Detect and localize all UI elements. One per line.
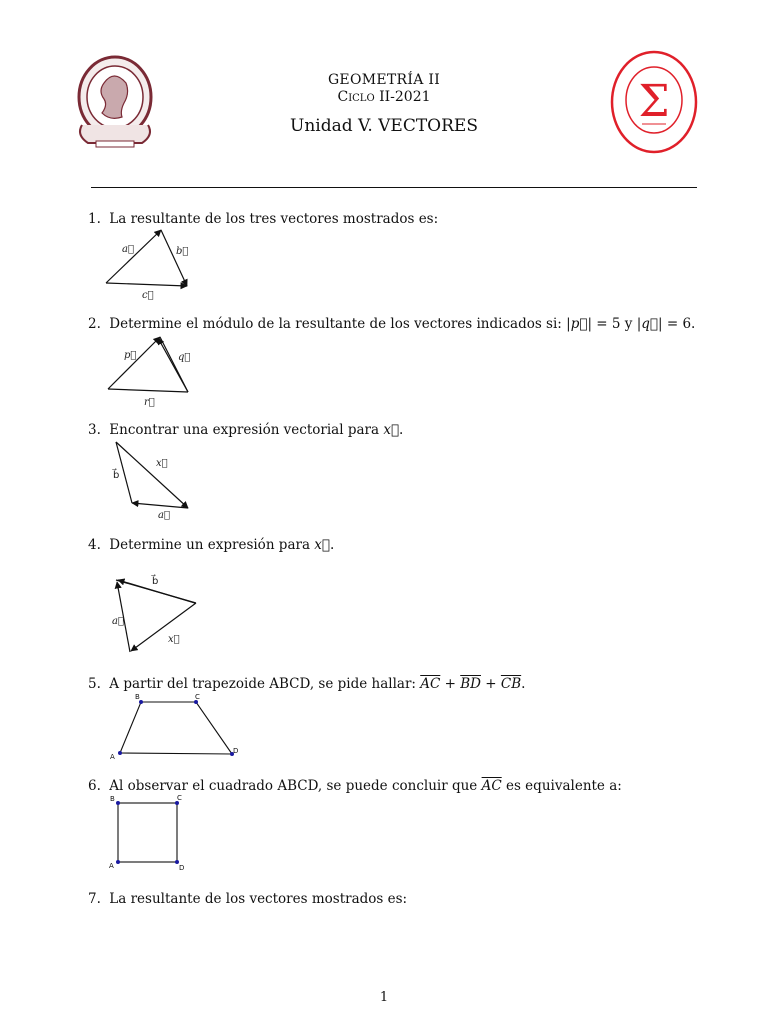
question-1-vector-figure	[100, 226, 200, 302]
vector-cb: $\overline{CB}$	[500, 676, 522, 692]
point-b-label: B	[110, 795, 115, 803]
vector-x: x⃗	[314, 537, 331, 553]
point-c-label: C	[177, 794, 182, 802]
question-text-end: .	[330, 537, 335, 553]
vector-p: p⃗	[570, 316, 588, 332]
question-number: 2.	[88, 316, 101, 332]
page-number: 1	[379, 990, 389, 1005]
point-c-label: C	[195, 693, 200, 701]
question-1	[88, 211, 438, 227]
question-number: 7.	[88, 891, 101, 907]
svg-text:Σ: Σ	[638, 76, 670, 127]
question-text: La resultante de los vectores mostrados es:	[109, 891, 408, 907]
question-text: La resultante de los tres vectores mostrados es:	[109, 211, 439, 227]
vector-a-label: a⃗	[158, 510, 170, 521]
unit-title: Unidad V. VECTORES	[290, 116, 478, 136]
vector-x-label: x⃗	[156, 458, 168, 469]
question-4-vector-figure	[106, 570, 206, 660]
vector-a-label: a⃗	[122, 244, 134, 255]
question-text: Determine el módulo de la resultante de los vectores indicados si: |	[109, 316, 571, 332]
vector-x: x⃗	[383, 422, 400, 438]
vector-a-label: a⃗	[112, 616, 124, 627]
point-d-label: D	[233, 747, 239, 755]
question-3-vector-figure	[108, 440, 198, 522]
question-5-trapezoid-figure	[106, 692, 246, 764]
question-7	[88, 891, 407, 907]
question-number: 5.	[88, 676, 101, 692]
vector-r-label: r⃗	[144, 397, 155, 408]
question-text: Determine un expresión para	[109, 537, 315, 553]
question-text-end: .	[521, 676, 526, 692]
vector-p-label: p⃗	[124, 350, 137, 361]
plus-sign: +	[440, 676, 461, 692]
question-text-mid: | = 5 y |	[587, 316, 642, 332]
question-text: Encontrar una expresión vectorial para	[109, 422, 384, 438]
question-number: 6.	[88, 778, 101, 794]
vector-bd: $\overline{BD}$	[460, 676, 481, 692]
vector-ac: $\overline{AC}$	[481, 778, 502, 794]
question-5	[88, 676, 525, 692]
question-3	[88, 422, 403, 438]
question-text-end: .	[399, 422, 404, 438]
question-6-square-figure	[106, 792, 186, 872]
question-2	[88, 316, 695, 332]
course-title: GEOMETRÍA II	[327, 72, 441, 88]
vector-ac: $\overline{AC}$	[420, 676, 441, 692]
vector-q: q⃗	[641, 316, 658, 332]
vector-b-label: b⃗	[176, 246, 189, 257]
vector-q-label: q⃗	[178, 352, 191, 363]
plus-sign: +	[480, 676, 501, 692]
point-a-label: A	[109, 862, 114, 870]
question-4	[88, 537, 334, 553]
vector-b-label: b⃗	[152, 576, 159, 587]
question-2-vector-figure	[100, 334, 200, 410]
question-text-end: es equivalente a:	[501, 778, 622, 794]
vector-x-label: x⃗	[168, 634, 180, 645]
question-number: 3.	[88, 422, 101, 438]
vector-b-label: b⃗	[113, 470, 120, 481]
cycle-label: Ciclo II-2021	[337, 89, 431, 105]
point-d-label: D	[179, 864, 185, 872]
point-a-label: A	[110, 753, 115, 761]
vector-c-label: c⃗	[142, 290, 154, 301]
question-text: A partir del trapezoide ABCD, se pide hallar:	[109, 676, 421, 692]
question-number: 4.	[88, 537, 101, 553]
question-text-end: | = 6.	[658, 316, 696, 332]
question-text: Al observar el cuadrado ABCD, se puede concluir que	[109, 778, 482, 794]
header-divider	[91, 187, 697, 188]
question-number: 1.	[88, 211, 101, 227]
point-b-label: B	[135, 693, 140, 701]
